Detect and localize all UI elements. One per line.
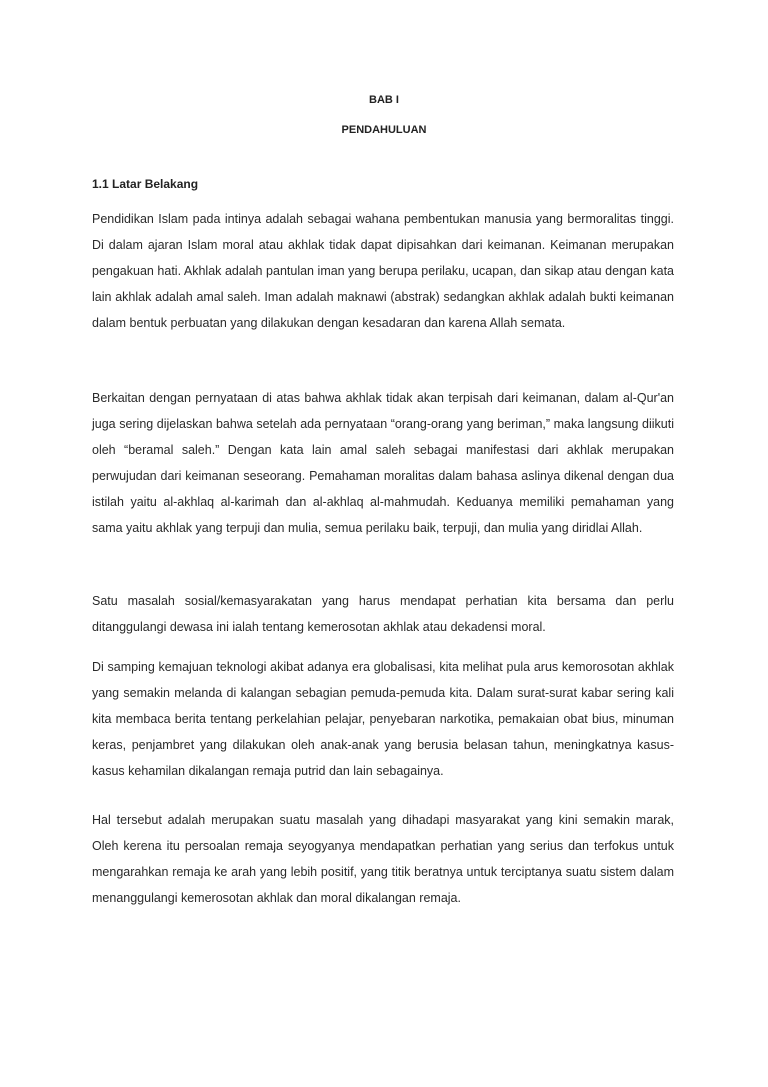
- section-heading: 1.1 Latar Belakang: [92, 177, 199, 191]
- paragraph-2: Berkaitan dengan pernyataan di atas bahwa akhlak tidak akan terpisah dari keimanan, dalam al-Qur'an juga sering dijelaskan bahwa setelah ada pernyataan “orang-orang yang beriman,” maka langsung diikuti oleh “beramal saleh.” Dengan kata lain amal saleh sebagai manifestasi dari akhlak merupakan perwujudan dari keimanan seseorang. Pemahaman moralitas dalam bahasa aslinya dikenal dengan dua istilah yaitu al-akhlaq al-karimah dan al-akhlaq al-mahmudah. Keduanya memiliki pemahaman yang sama yaitu akhlak yang terpuji dan mulia, semua perilaku baik, terpuji, dan mulia yang diridlai Allah.: [92, 391, 674, 535]
- paragraph-5: Hal tersebut adalah merupakan suatu masalah yang dihadapi masyarakat yang kini semakin marak, Oleh kerena itu persoalan remaja seyogyanya mendapatkan perhatian yang serius dan terfokus untuk mengarahkan remaja ke arah yang lebih positif, yang titik beratnya untuk terciptanya suatu sistem dalam menanggulangi kemerosotan akhlak dan moral dikalangan remaja.: [92, 813, 674, 905]
- chapter-number: BAB I: [369, 94, 399, 106]
- paragraph-4: Di samping kemajuan teknologi akibat adanya era globalisasi, kita melihat pula arus kemorosotan akhlak yang semakin melanda di kalangan sebagian pemuda-pemuda kita. Dalam surat-surat kabar sering kali kita membaca berita tentang perkelahian pelajar, penyebaran narkotika, pemakaian obat bius, minuman keras, penjambret yang dilakukan oleh anak-anak yang berusia belasan tahun, meningkatnya kasus-kasus kehamilan dikalangan remaja putrid dan lain sebagainya.: [92, 660, 674, 778]
- paragraph-3: Satu masalah sosial/kemasyarakatan yang harus mendapat perhatian kita bersama dan perlu ditanggulangi dewasa ini ialah tentang kemerosotan akhlak atau dekadensi moral.: [92, 594, 674, 634]
- chapter-title: PENDAHULUAN: [341, 124, 427, 136]
- paragraph-1: Pendidikan Islam pada intinya adalah sebagai wahana pembentukan manusia yang bermoralitas tinggi. Di dalam ajaran Islam moral atau akhlak tidak dapat dipisahkan dari keimanan. Keimanan merupakan pengakuan hati. Akhlak adalah pantulan iman yang berupa perilaku, ucapan, dan sikap atau dengan kata lain akhlak adalah amal saleh. Iman adalah maknawi (abstrak) sedangkan akhlak adalah bukti keimanan dalam bentuk perbuatan yang dilakukan dengan kesadaran dan karena Allah semata.: [92, 212, 674, 330]
